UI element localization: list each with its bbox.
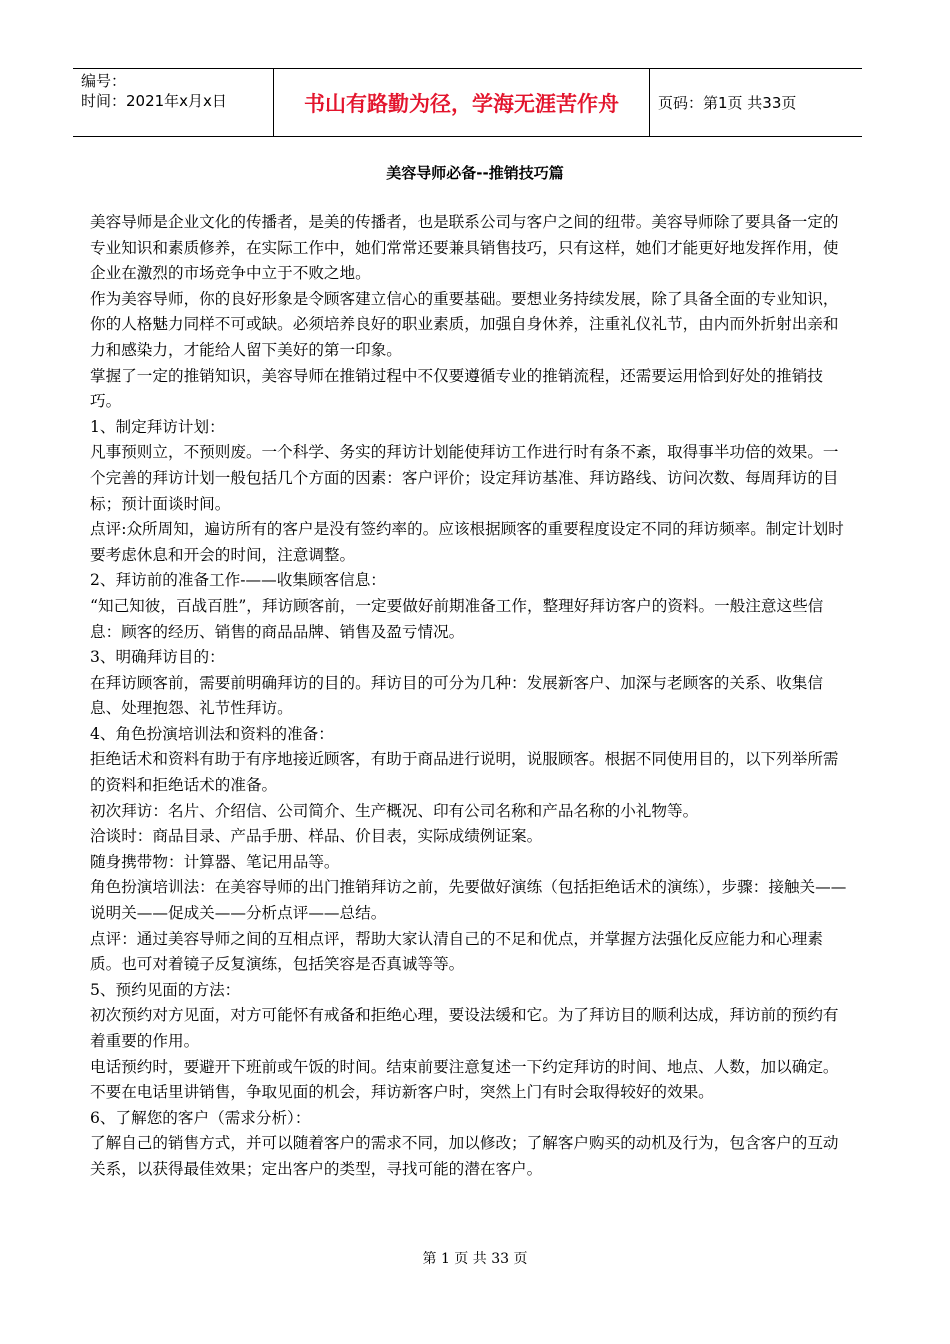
paragraph: 凡事预则立，不预则废。一个科学、务实的拜访计划能使拜访工作进行时有条不紊，取得事半功倍的效果。一个完善的拜访计划一般包括几个方面的因素：客户评价；设定拜访基准、拜访路线、访问次数、每周拜访的目标；预计面谈时间。 <box>90 443 839 513</box>
section-heading: 3、明确拜访目的： <box>90 648 225 667</box>
document-body <box>90 210 850 1183</box>
paragraph: “知己知彼，百战百胜”，拜访顾客前，一定要做好前期准备工作，整理好拜访客户的资料。一般注意这些信息：顾客的经历、销售的商品品牌、销售及盈亏情况。 <box>90 596 824 641</box>
page-footer: 第 1 页 共 33 页 <box>422 1251 528 1267</box>
paragraph: 电话预约时，要避开下班前或午饭的时间。结束前要注意复述一下约定拜访的时间、地点、人数，加以确定。不要在电话里讲销售，争取见面的机会，拜访新客户时，突然上门有时会取得较好的效果。 <box>90 1057 839 1102</box>
section-heading: 4、角色扮演培训法和资料的准备： <box>90 724 334 743</box>
number-label: 编号： <box>81 72 127 90</box>
paragraph: 随身携带物：计算器、笔记用品等。 <box>90 852 340 871</box>
document-title: 美容导师必备--推销技巧篇 <box>386 164 564 182</box>
header-table <box>73 68 862 137</box>
paragraph: 初次拜访：名片、介绍信、公司简介、生产概况、印有公司名称和产品名称的小礼物等。 <box>90 801 699 820</box>
page-label: 页码：第1页 共33页 <box>658 94 797 112</box>
section-heading: 2、拜访前的准备工作-——收集顾客信息： <box>90 571 386 590</box>
section-heading: 5、预约见面的方法： <box>90 980 241 999</box>
paragraph: 作为美容导师，你的良好形象是令顾客建立信心的重要基础。要想业务持续发展，除了具备全面的专业知识，你的人格魅力同样不可或缺。必须培养良好的职业素质，加强自身休养，注重礼仪礼节，由内而外折射出亲和力和感染力，才能给人留下美好的第一印象。 <box>90 289 839 359</box>
paragraph: 美容导师是企业文化的传播者，是美的传播者，也是联系公司与客户之间的纽带。美容导师除了要具备一定的专业知识和素质修养，在实际工作中，她们常常还要兼具销售技巧，只有这样，她们才能更好地发挥作用，使企业在激烈的市场竞争中立于不败之地。 <box>90 213 839 283</box>
header-info-cell <box>73 69 274 136</box>
paragraph: 在拜访顾客前，需要前明确拜访的目的。拜访目的可分为几种：发展新客户、加深与老顾客的关系、收集信息、处理抱怨、礼节性拜访。 <box>90 673 823 718</box>
paragraph: 了解自己的销售方式，并可以随着客户的需求不同，加以修改；了解客户购买的动机及行为，包含客户的互动关系，以获得最佳效果；定出客户的类型，寻找可能的潜在客户。 <box>90 1134 839 1178</box>
paragraph: 点评：通过美容导师之间的互相点评，帮助大家认清自己的不足和优点，并掌握方法强化反应能力和心理素质。也可对着镜子反复演练，包括笑容是否真诚等等。 <box>90 929 823 974</box>
motto: 书山有路勤为径，学海无涯苦作舟 <box>274 69 650 136</box>
paragraph: 拒绝话术和资料有助于有序地接近顾客，有助于商品进行说明，说服顾客。根据不同使用目的，以下列举所需的资料和拒绝话术的准备。 <box>90 750 839 795</box>
time-label: 时间：2021年x月x日 <box>81 92 227 110</box>
paragraph: 初次预约对方见面，对方可能怀有戒备和拒绝心理，要设法缓和它。为了拜访目的顺利达成，拜访前的预约有着重要的作用。 <box>90 1006 839 1050</box>
section-heading: 6、了解您的客户（需求分析）： <box>90 1108 311 1127</box>
section-heading: 1、制定拜访计划： <box>90 417 225 436</box>
paragraph: 掌握了一定的推销知识，美容导师在推销过程中不仅要遵循专业的推销流程，还需要运用恰到好处的推销技巧。 <box>90 366 823 411</box>
paragraph: 点评:众所周知，遍访所有的客户是没有签约率的。应该根据顾客的重要程度设定不同的拜访频率。制定计划时要考虑休息和开会的时间，注意调整。 <box>90 520 844 564</box>
paragraph: 角色扮演培训法：在美容导师的出门推销拜访之前，先要做好演练（包括拒绝话术的演练），步骤：接触关——说明关——促成关——分析点评——总结。 <box>90 878 847 923</box>
paragraph: 洽谈时：商品目录、产品手册、样品、价目表，实际成绩例证案。 <box>90 827 543 846</box>
